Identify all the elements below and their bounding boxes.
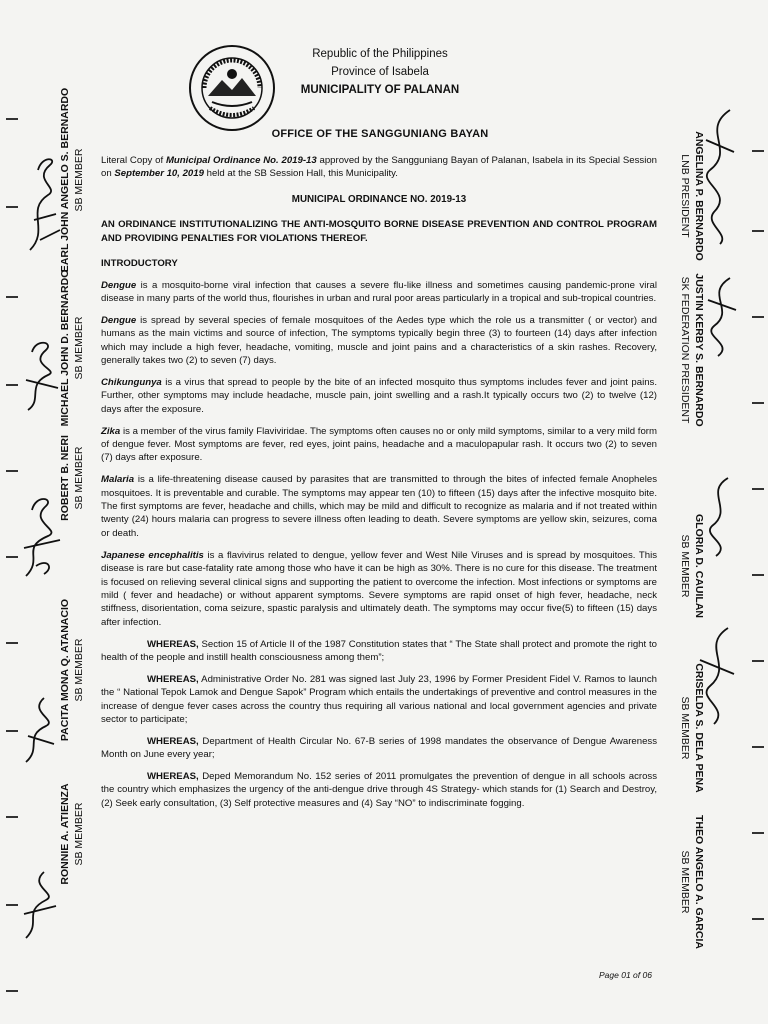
margin-mark: [6, 642, 18, 644]
document-body: [101, 154, 657, 819]
paragraph-chikungunya: Chikungunya is a virus that spread to people by the bite of an infected mosquito thus symptoms includes fever and joint pains. Further, other symptoms may include headache, muscle pain, joint swelling and a rash.It typically occurs two (2) to twelve (12) days after the exposure.: [101, 377, 657, 415]
margin-mark: [752, 230, 764, 232]
margin-mark: [752, 316, 764, 318]
paragraph-malaria: Malaria is a life-threatening disease caused by parasites that are transmitted to through the bites of infected female Anopheles mosquitoes. It is preventable and curable. The symptoms may appear ten (10) to fifteen (15) days after the infective mosquito bite. The first symptoms are fever, headache and chills, which may be mild and difficult to recognize as malaria and if not treated within twenty (24) hours malaria can progress to severe illness often leading to death. Severe symptoms are yellow skin, seizures, coma or death.: [101, 474, 657, 539]
margin-mark: [6, 990, 18, 992]
margin-mark: [6, 118, 18, 120]
margin-mark: [752, 488, 764, 490]
signatory-right-2: JUSTIN KERBY S. BERNARDO SK FEDERATION PRESIDENT: [679, 273, 705, 427]
paragraph-japanese-encephalitis: Japanese encephalitis is a flavivirus related to dengue, yellow fever and West Nile Viruses and is spread by mosquitoes. This disease is rare but case-fatality rate among those who have it can be high as 30%. There is no cure for this disease. The treatment is focused on relieving several clinical signs and supporting the patient to overcome the infection. Most infections or symptoms are mild ( fever and headache) or without apparent symptoms. Severe symptoms are rapid onset of high fever, headache, neck stiffness, disorientation, coma seizure, spastic paralysis and ultimately death. The symptoms may occur five(5) to fifteen (15) days after infection.: [101, 549, 657, 628]
ordinance-number: MUNICIPAL ORDINANCE NO. 2019-13: [291, 193, 467, 205]
margin-mark: [752, 150, 764, 152]
margin-mark: [752, 746, 764, 748]
margin-mark: [6, 730, 18, 732]
signatory-right-1: ANGELINA P. BERNARDO LNB PRESIDENT: [679, 131, 705, 261]
handwritten-signature-icon: [14, 488, 70, 584]
intro-line: Literal Copy of Municipal Ordinance No. 2019-13 approved by the Sangguniang Bayan of Palanan, Isabela in its Special Session on September 10, 2019 held at the SB Session Hall, this Municipality.: [101, 155, 657, 180]
margin-mark: [752, 574, 764, 576]
whereas-clause-2: WHEREAS, Administrative Order No. 281 was signed last July 23, 1996 by Former President Fidel V. Ramos to launch the “ National Tepok Lamok and Dengue Sapok” Program which entails the undertakings of preventive and control measures in the increase of dengue fever cases across the country thus requiring all various national and local government agencies and private sector to participate;: [101, 673, 657, 725]
handwritten-signature-icon: [14, 856, 66, 946]
signatory-left-4: PACITA MONA Q. ATANACIO SB MEMBER: [59, 598, 85, 742]
municipality-line: MUNICIPALITY OF PALANAN: [300, 84, 460, 96]
margin-mark: [752, 660, 764, 662]
margin-mark: [6, 384, 18, 386]
municipal-seal-icon: [188, 44, 276, 132]
section-heading: INTRODUCTORY: [101, 258, 178, 270]
handwritten-signature-icon: [18, 330, 68, 420]
republic-line: Republic of the Philippines: [312, 48, 448, 60]
margin-mark: [6, 206, 18, 208]
signatory-right-3: GLORIA D. CAUILAN SB MEMBER: [679, 513, 705, 619]
ordinance-title: AN ORDINANCE INSTITUTIONALIZING THE ANTI-MOSQUITO BORNE DISEASE PREVENTION AND CONTROL PROGRAM AND PROVIDING PENALTIES FOR VIOLATIONS THEREOF.: [101, 219, 657, 244]
whereas-clause-4: WHEREAS, Deped Memorandum No. 152 series of 2011 promulgates the prevention of dengue in all schools across the country which emphasizes the urgency of the anti-dengue drive through 4S Strategy- which stands for (1) Search and Destroy, (2) Seek early consultation, (3) Self protective measures and (4) Say “NO” to indiscriminate fogging.: [101, 770, 657, 809]
page-number: Page 01 of 06: [599, 970, 652, 980]
margin-mark: [6, 556, 18, 558]
paragraph-dengue-2: Dengue is spread by several species of female mosquitoes of the Aedes type which the role us a transmitter ( or vector) and humans as the main victims and source of infection, The symptoms typically begin three (3) to fourteen (14) days after infection which may include a high fever, headache, vomiting, muscle and joint pains and a characteristics of a skin rashes. Recovery, generally takes two (2) to seven (7) days.: [101, 315, 657, 367]
handwritten-signature-icon: [690, 100, 746, 250]
office-title: OFFICE OF THE SANGGUNIANG BAYAN: [271, 128, 489, 140]
margin-mark: [6, 470, 18, 472]
margin-mark: [6, 296, 18, 298]
signatory-left-3: ROBERT B. NERI SB MEMBER: [59, 435, 85, 521]
handwritten-signature-icon: [16, 680, 66, 770]
signatory-left-1: EARL JOHN ANGELO S. BERNARDO SB MEMBER: [59, 87, 85, 273]
signatory-right-4: CRISELDA S. DELA PENA SB MEMBER: [679, 663, 705, 793]
signatory-left-2: MICHAEL JOHN D. BERNARDO SB MEMBER: [59, 269, 85, 427]
signatory-right-5: THEO ANGELO A. GARCIA SB MEMBER: [679, 815, 705, 949]
province-line: Province of Isabela: [331, 66, 429, 78]
margin-mark: [6, 816, 18, 818]
handwritten-signature-icon: [694, 270, 744, 360]
whereas-clause-3: WHEREAS, Department of Health Circular No. 67-B series of 1998 mandates the observance of Dengue Awareness Month on June every year;: [101, 735, 657, 761]
paragraph-dengue-1: Dengue is a mosquito-borne viral infection that causes a severe flu-like illness and sometimes causing pandemic-prone viral disease in many parts of the world thus, flourishes in urban and rural poor areas particularly in a tropical and sub-tropical countries.: [101, 279, 657, 305]
margin-mark: [752, 832, 764, 834]
paragraph-zika: Zika is a member of the virus family Flaviviridae. The symptoms often causes no or only mild symptoms, similar to a very mild form of dengue fever. Most symptoms are fever, red eyes, joint pains, headache and a maculopapular rash. It occurs two (2) to seven (7) days after exposure.: [101, 425, 657, 464]
handwritten-signature-icon: [694, 470, 744, 560]
margin-mark: [752, 918, 764, 920]
handwritten-signature-icon: [20, 150, 68, 260]
signatory-left-5: RONNIE A. ATIENZA SB MEMBER: [59, 783, 85, 885]
margin-mark: [6, 904, 18, 906]
margin-mark: [752, 402, 764, 404]
whereas-clause-1: WHEREAS, Section 15 of Article II of the 1987 Constitution states that “ The State shall protect and promote the right to health of the people and instill health consciousness among them”;: [101, 638, 657, 663]
handwritten-signature-icon: [688, 620, 744, 730]
